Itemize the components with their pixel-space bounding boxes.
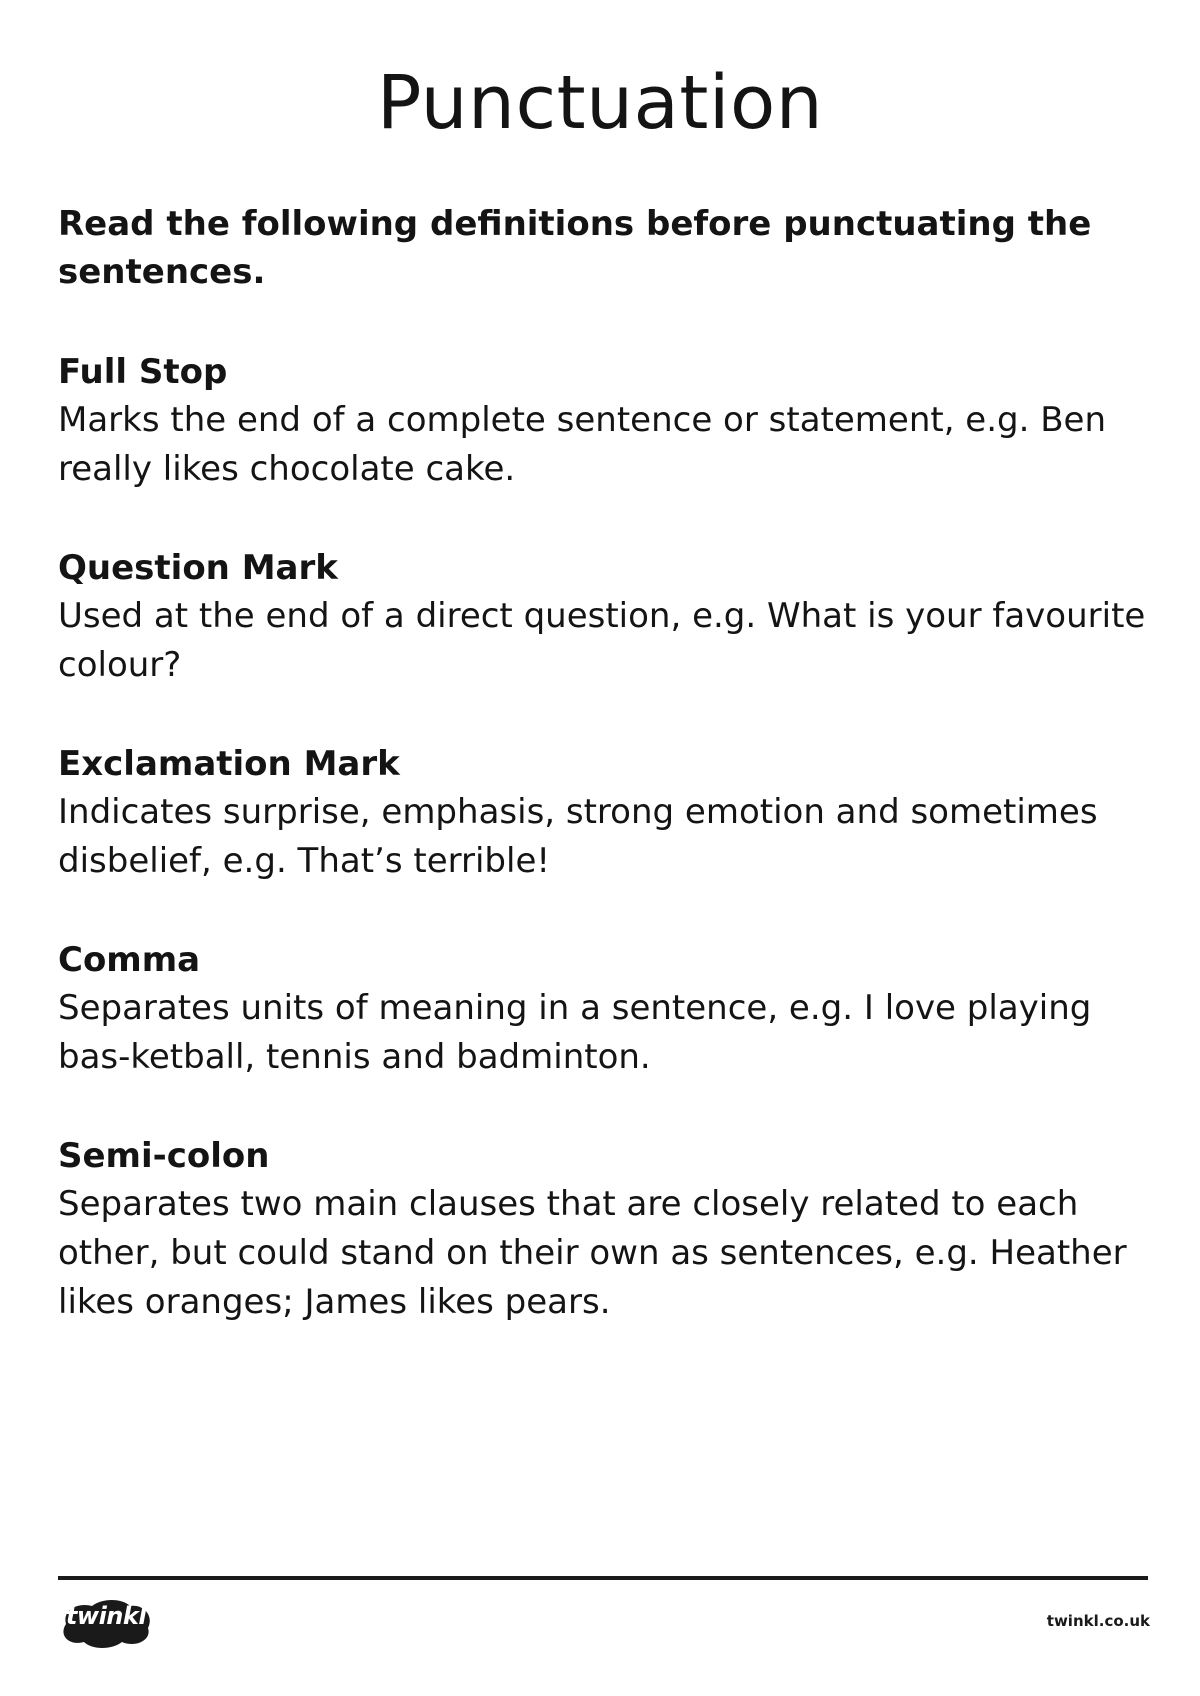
instructions: Read the following definitions before punctuating the sentences. bbox=[58, 204, 1092, 292]
definition-description: Marks the end of a complete sentence or statement, e.g. Ben really likes chocolate cake. bbox=[58, 400, 1107, 489]
definition-question-mark bbox=[58, 544, 1148, 690]
definition-comma bbox=[58, 936, 1148, 1082]
definition-description: Separates units of meaning in a sentence, e.g. I love playing bas-ketball, tennis and badminton. bbox=[58, 988, 1092, 1077]
definition-term: Comma bbox=[58, 940, 201, 980]
definition-description: Used at the end of a direct question, e.g. What is your favourite colour? bbox=[58, 596, 1146, 685]
definition-description: Separates two main clauses that are closely related to each other, but could stand on their own as sentences, e.g. Heather likes oranges; James likes pears. bbox=[58, 1184, 1127, 1322]
definition-full-stop bbox=[58, 348, 1148, 494]
definition-term: Semi-colon bbox=[58, 1136, 270, 1176]
definition-term: Question Mark bbox=[58, 548, 338, 588]
definition-semi-colon bbox=[58, 1132, 1148, 1327]
twinkl-logo bbox=[56, 1594, 156, 1650]
page-title: Punctuation bbox=[376, 60, 824, 146]
footer-divider bbox=[58, 1576, 1148, 1580]
footer-website: twinkl.co.uk bbox=[1046, 1612, 1150, 1630]
definition-term: Exclamation Mark bbox=[58, 744, 400, 784]
definitions-list bbox=[58, 348, 1148, 1377]
definition-term: Full Stop bbox=[58, 352, 228, 392]
logo-wordmark: twinkl bbox=[65, 1602, 147, 1630]
definition-exclamation-mark bbox=[58, 740, 1148, 886]
definition-description: Indicates surprise, emphasis, strong emotion and sometimes disbelief, e.g. That’s terrible! bbox=[58, 792, 1098, 881]
